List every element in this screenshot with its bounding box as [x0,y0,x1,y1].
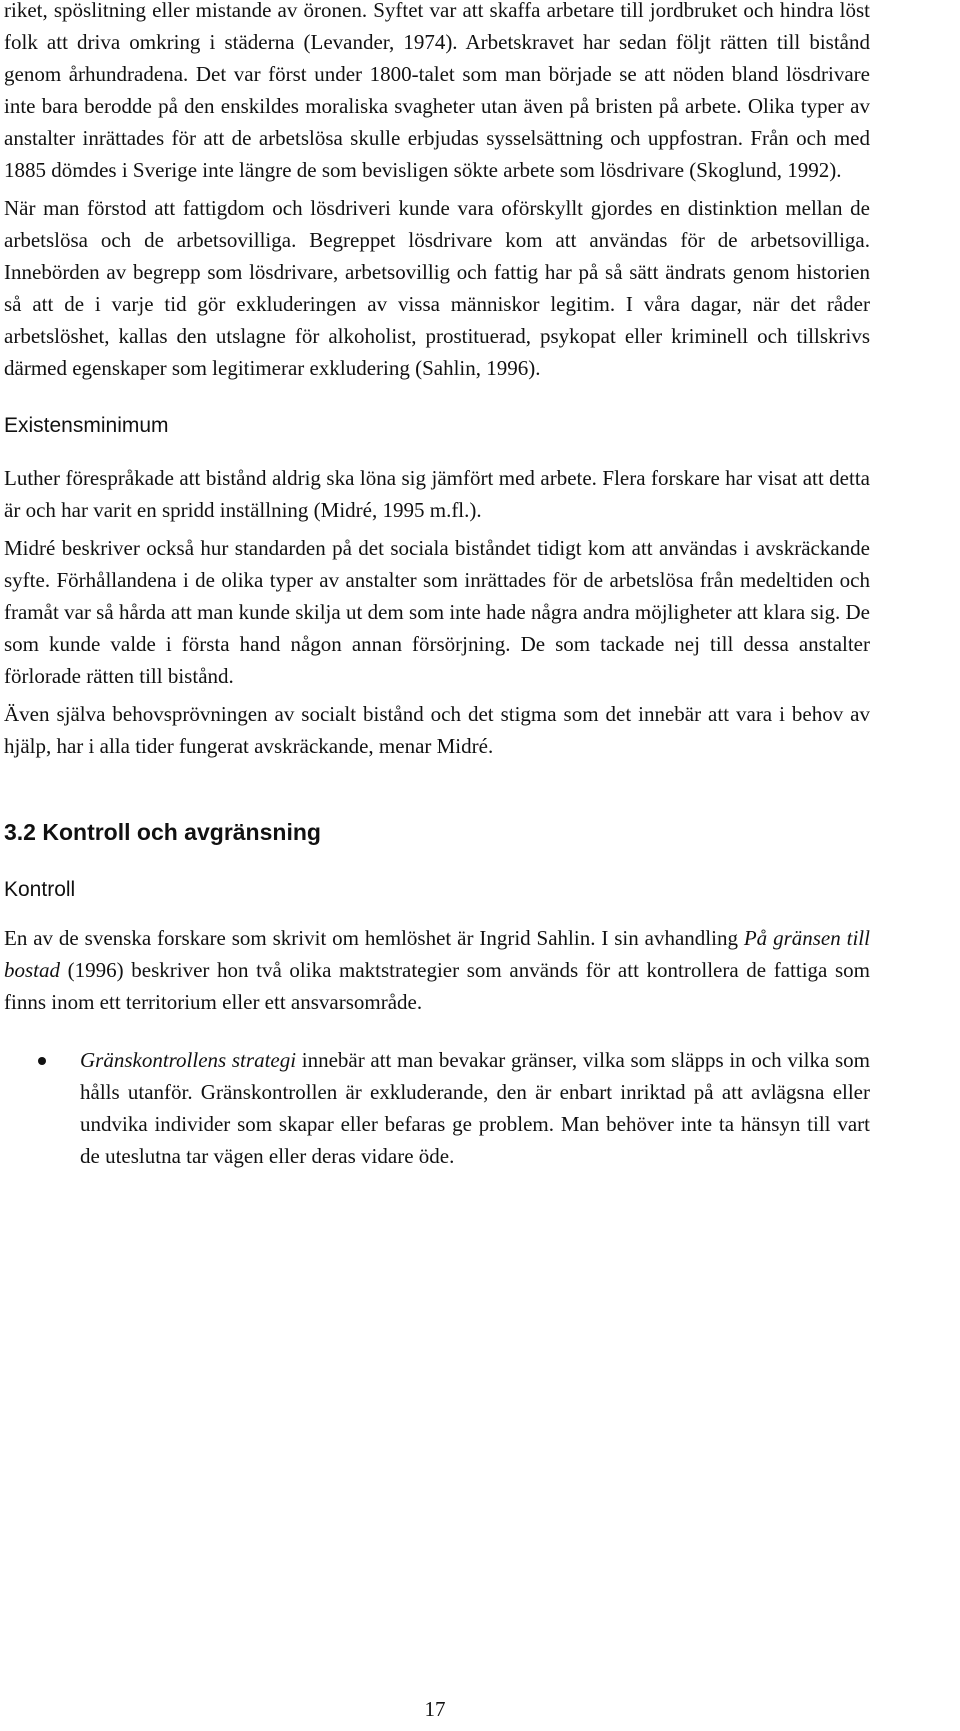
body-paragraph: riket, spöslitning eller mistande av öronen. Syftet var att skaffa arbetare till jordbruket och hindra löst folk att driva omkring i städerna (Levander, 1974). Arbetskravet har sedan följt rätten till bistånd genom århundradena. Det var först under 1800-talet som man började se att nöden bland lösdrivare inte bara berodde på den enskildes moraliska svagheter utan även på bristen på arbete. Olika typer av anstalter inrättades för att de arbetslösa skulle erbjudas sysselsättning och uppfostran. Från och med 1885 dömdes i Sverige inte längre de som bevisligen sökte arbete som lösdrivare (Skoglund, 1992). [4,0,870,182]
bullet-term: Gränskontrollens strategi [80,1048,297,1072]
bullet-list [4,1044,870,1172]
body-paragraph: Midré beskriver också hur standarden på det sociala biståndet tidigt kom att användas i avskräckande syfte. Förhållandena i de olika typer av anstalter som inrättades för de arbetslösa från medeltiden och framåt var så hårda att man kunde skilja ut dem som inte hade några andra möjligheter att klara sig. De som kunde valde i första hand någon annan försörjning. De som tackade nej till dessa anstalter förlorade rätten till bistånd. [4,536,870,688]
page-number: 17 [424,1697,446,1721]
body-paragraph: Även själva behovsprövningen av socialt bistånd och det stigma som det innebär att vara i behov av hjälp, har i alla tider fungerat avskräckande, menar Midré. [4,702,870,758]
book-title: På gränsen till bostad [4,926,870,982]
bullet-item [4,1044,870,1172]
bullet-dot-icon [38,1057,46,1065]
subheading-existensminimum: Existensminimum [4,414,169,437]
body-paragraph-kontroll [4,922,870,1018]
kontroll-text-before: En av de svenska forskare som skrivit om hemlöshet är Ingrid Sahlin. I sin avhandling [4,926,744,950]
subheading-kontroll: Kontroll [4,878,76,901]
section-heading: 3.2 Kontroll och avgränsning [4,819,321,845]
kontroll-text-after: (1996) beskriver hon två olika maktstrategier som används för att kontrollera de fattiga som finns inom ett territorium eller ett ansvarsområde. [4,958,870,1014]
document-page [4,0,870,1172]
body-paragraph: När man förstod att fattigdom och lösdriveri kunde vara oförskyllt gjordes en distinktion mellan de arbetslösa och de arbetsovilliga. Begreppet lösdrivare kom att användas för de arbetsovilliga. Innebörden av begrepp som lösdrivare, arbetsovillig och fattig har på så sätt ändrats genom historien så att de i varje tid gör exkluderingen av vissa människor legitim. I våra dagar, när det råder arbetslöshet, kallas den utslagne för alkoholist, prostituerad, psykopat eller kriminell och tillskrivs därmed egenskaper som legitimerar exkludering (Sahlin, 1996). [4,196,870,380]
body-paragraph: Luther förespråkade att bistånd aldrig ska löna sig jämfört med arbete. Flera forskare har visat att detta är och har varit en spridd inställning (Midré, 1995 m.fl.). [4,466,870,522]
bullet-text: innebär att man bevakar gränser, vilka som släpps in och vilka som hålls utanför. Gränskontrollen är exkluderande, den är enbart inriktad på att avlägsna eller undvika individer som skapar eller befaras ge problem. Man behöver inte ta hänsyn till vart de uteslutna tar vägen eller deras vidare öde. [80,1048,870,1168]
